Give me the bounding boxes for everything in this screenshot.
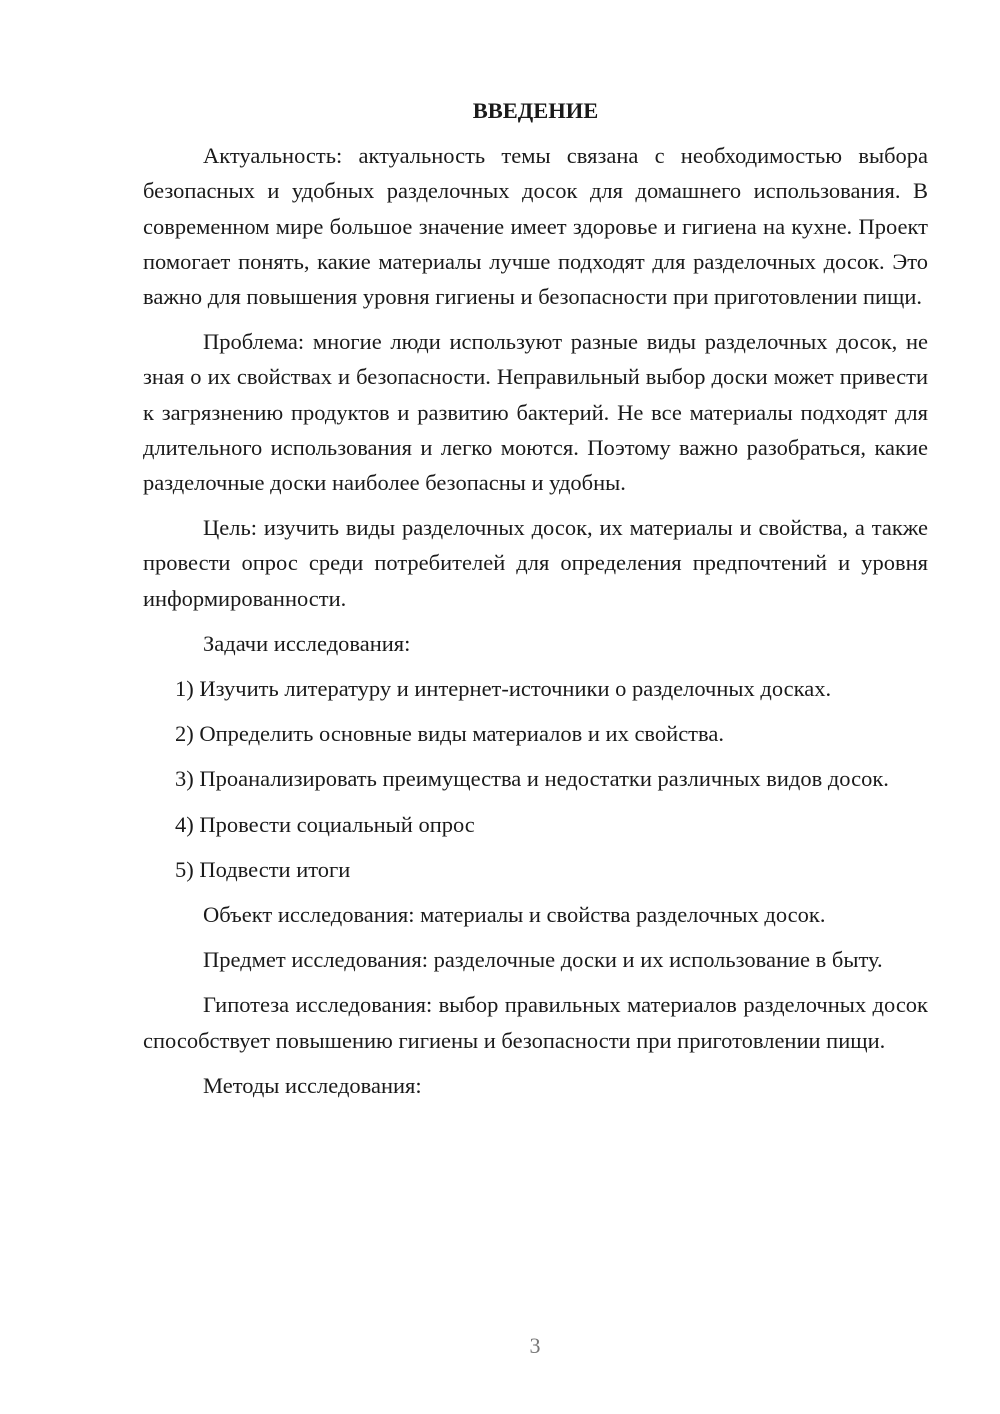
task-item-4: 4) Провести социальный опрос (175, 811, 475, 837)
task-item-3: 3) Проанализировать преимущества и недостатки различных видов досок. (175, 766, 889, 792)
paragraph-relevance: Актуальность: актуальность темы связана с необходимостью выбора безопасных и удобных разделочных досок для домашнего использования. В современном мире большое значение имеет здоровье и гигиена на кухне. Проект помогает понять, какие материалы лучше подходят для разделочных досок. Это важно для повышения уровня гигиены и безопасности при приготовлении пищи. (143, 143, 928, 310)
paragraph-problem: Проблема: многие люди используют разные виды разделочных досок, не зная о их свойствах и безопасности. Неправильный выбор доски может привести к загрязнению продуктов и развитию бактерий. Не все материалы подходят для длительного использования и легко моются. Поэтому важно разобраться, какие разделочные доски наиболее безопасны и удобны. (143, 329, 928, 496)
section-heading: ВВЕДЕНИЕ (472, 98, 599, 123)
paragraph-subject: Предмет исследования: разделочные доски и их использование в быту. (203, 947, 883, 973)
page-content (143, 93, 928, 1113)
paragraph-methods-heading: Методы исследования: (203, 1072, 422, 1098)
paragraph-hypothesis: Гипотеза исследования: выбор правильных материалов разделочных досок способствует повышению гигиены и безопасности при приготовлении пищи. (143, 992, 928, 1053)
paragraph-tasks-heading: Задачи исследования: (203, 630, 411, 656)
task-item-5: 5) Подвести итоги (175, 856, 351, 882)
task-item-1: 1) Изучить литературу и интернет-источники о разделочных досках. (175, 676, 832, 702)
page-number: 3 (529, 1333, 541, 1358)
task-item-2: 2) Определить основные виды материалов и их свойства. (175, 721, 724, 747)
paragraph-goal: Цель: изучить виды разделочных досок, их материалы и свойства, а также провести опрос среди потребителей для определения предпочтений и уровня информированности. (143, 515, 928, 611)
paragraph-object: Объект исследования: материалы и свойства разделочных досок. (203, 902, 826, 928)
